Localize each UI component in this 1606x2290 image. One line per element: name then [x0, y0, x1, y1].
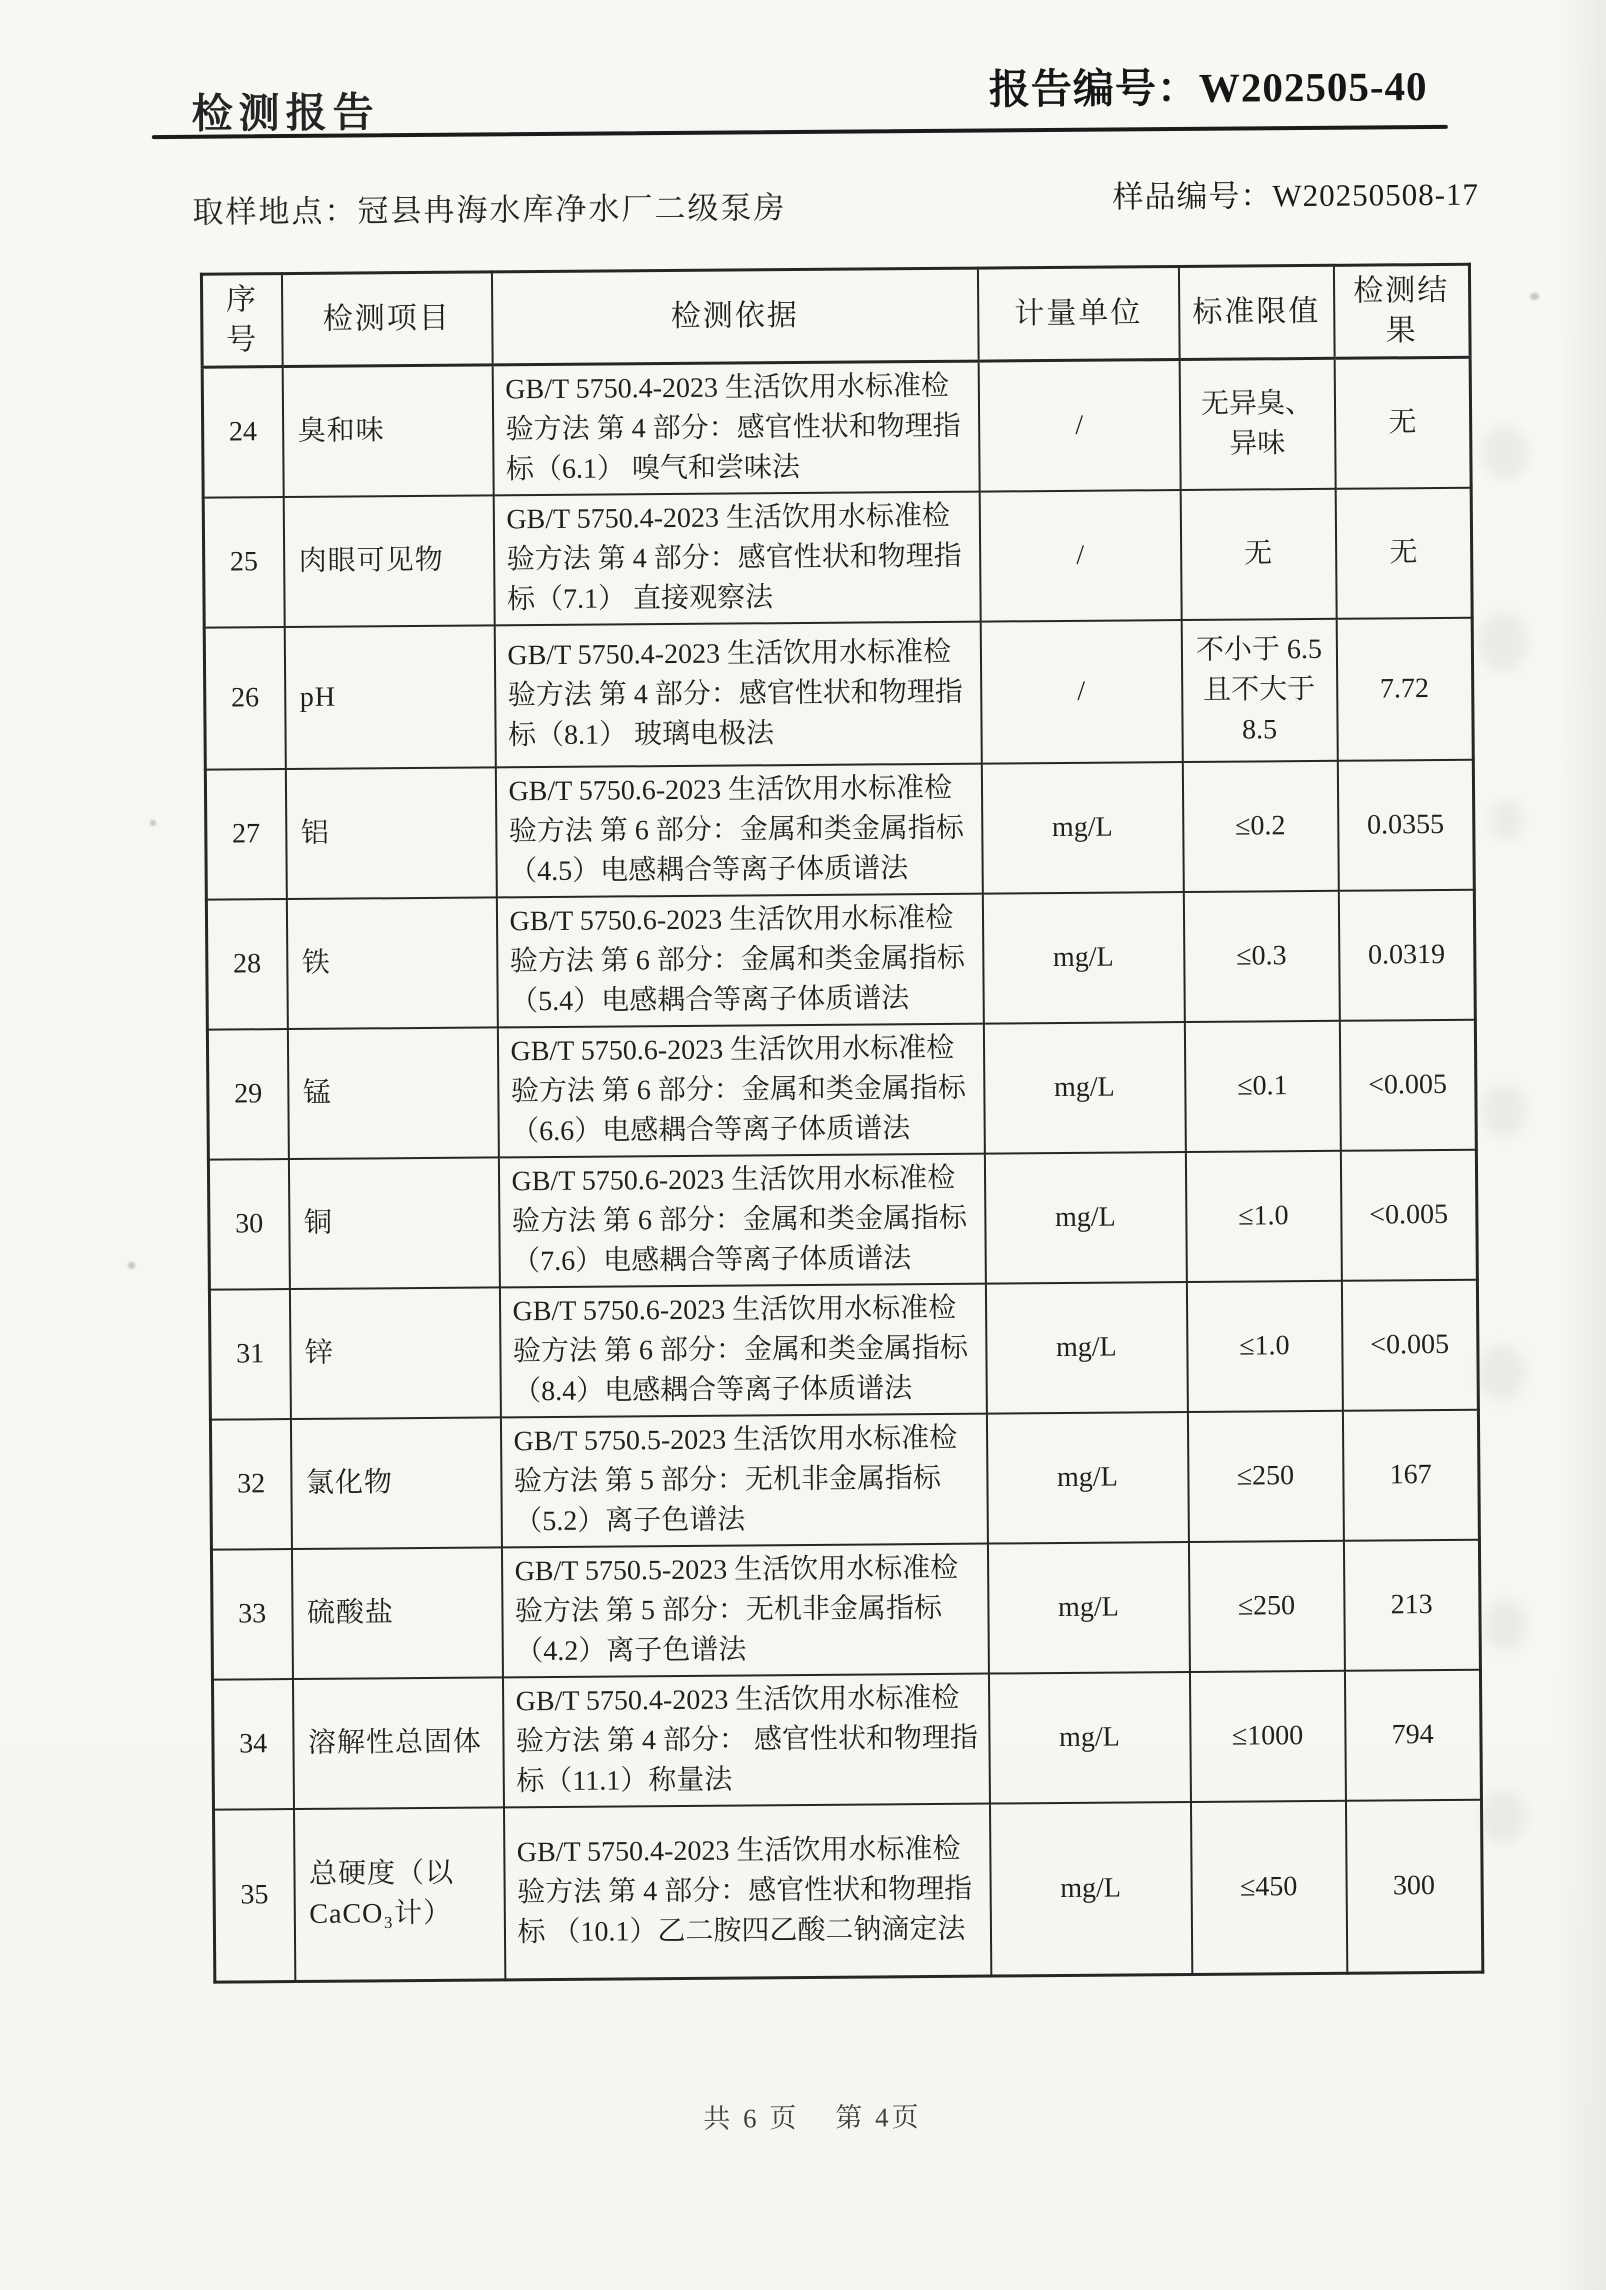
row-unit: mg/L: [986, 1412, 1188, 1544]
row-unit: mg/L: [989, 1802, 1191, 1976]
row-limit: ≤1.0: [1185, 1151, 1341, 1282]
table-row: [205, 760, 1474, 900]
footer-total-pages: 共 6 页: [703, 2103, 800, 2134]
row-method: GB/T 5750.6-2023 生活饮用水标准检验方法 第 6 部分：金属和类金属指标（5.4）电感耦合等离子体质谱法: [496, 894, 983, 1028]
table-row: [202, 357, 1471, 497]
column-header: 计量单位: [977, 267, 1179, 362]
row-result: 300: [1345, 1800, 1482, 1973]
table-row: [210, 1410, 1479, 1550]
row-limit: ≤250: [1187, 1411, 1343, 1542]
table-row: [211, 1540, 1480, 1680]
report-number-value: W202505-40: [1198, 63, 1428, 111]
table-row: [209, 1280, 1478, 1420]
page-footer: [9, 2090, 1606, 2142]
row-unit: mg/L: [983, 1022, 1185, 1154]
table-row: [212, 1670, 1481, 1810]
column-header: 检测结果: [1333, 264, 1470, 358]
row-item: 锰: [287, 1027, 498, 1159]
table-row: [206, 890, 1475, 1030]
row-limit: ≤250: [1188, 1541, 1344, 1672]
table-header-row: [201, 264, 1470, 367]
row-item: pH: [284, 625, 495, 769]
row-item: 溶解性总固体: [292, 1677, 503, 1809]
row-method: GB/T 5750.6-2023 生活饮用水标准检验方法 第 6 部分：金属和类金属指标（6.6）电感耦合等离子体质谱法: [497, 1024, 984, 1158]
row-limit: ≤0.2: [1182, 761, 1338, 892]
report-number-label: 报告编号：: [988, 64, 1200, 113]
row-limit: ≤450: [1190, 1801, 1346, 1974]
row-unit: mg/L: [988, 1672, 1190, 1804]
row-limit: ≤1000: [1189, 1671, 1345, 1802]
table-row: [208, 1150, 1477, 1290]
sampling-location: [192, 182, 786, 232]
row-limit: ≤1.0: [1186, 1281, 1342, 1412]
row-no: 27: [205, 769, 286, 900]
sampling-location-value: 冠县冉海水库净水厂二级泵房: [357, 190, 787, 229]
row-no: 28: [206, 899, 287, 1030]
report-number: [989, 53, 1428, 115]
table-body: [202, 357, 1483, 1981]
row-item: 硫酸盐: [291, 1547, 502, 1679]
row-method: GB/T 5750.4-2023 生活饮用水标准检验方法 第 4 部分：感官性状和物理指标（7.1） 直接观察法: [493, 492, 980, 626]
row-result: 167: [1342, 1410, 1479, 1541]
row-result: 无: [1335, 488, 1472, 619]
row-unit: /: [980, 620, 1182, 764]
column-header: 序号: [201, 274, 282, 368]
row-item: 锌: [289, 1287, 500, 1419]
sample-number-label: 样品编号：: [1112, 178, 1273, 215]
row-method: GB/T 5750.6-2023 生活饮用水标准检验方法 第 6 部分：金属和类金属指标（4.5）电感耦合等离子体质谱法: [495, 764, 982, 898]
row-item: 臭和味: [282, 365, 493, 497]
row-limit: 无异臭、异味: [1179, 358, 1335, 490]
row-no: 35: [214, 1809, 295, 1982]
row-result: 0.0319: [1338, 890, 1475, 1021]
row-result: 无: [1334, 357, 1471, 489]
row-unit: /: [979, 490, 1181, 622]
row-no: 29: [207, 1029, 288, 1160]
row-no: 33: [211, 1549, 292, 1680]
page-title: 检测报告: [191, 89, 380, 137]
row-no: 24: [202, 367, 283, 498]
column-header: 检测项目: [281, 272, 492, 367]
row-method: GB/T 5750.6-2023 生活饮用水标准检验方法 第 6 部分：金属和类金属指标（8.4）电感耦合等离子体质谱法: [499, 1284, 986, 1418]
row-method: GB/T 5750.4-2023 生活饮用水标准检验方法 第 4 部分：感官性状和物理指标 （10.1）乙二胺四乙酸二钠滴定法: [503, 1804, 990, 1980]
row-no: 26: [204, 627, 285, 770]
row-unit: mg/L: [982, 892, 1184, 1024]
row-method: GB/T 5750.5-2023 生活饮用水标准检验方法 第 5 部分：无机非金属指标（4.2）离子色谱法: [501, 1544, 988, 1678]
row-unit: mg/L: [981, 762, 1183, 894]
column-header: 标准限值: [1178, 265, 1334, 359]
row-no: 34: [212, 1679, 293, 1810]
row-unit: /: [978, 360, 1180, 492]
row-unit: mg/L: [985, 1282, 1187, 1414]
row-no: 25: [203, 497, 284, 628]
row-item: 氯化物: [290, 1417, 501, 1549]
row-item: 肉眼可见物: [283, 495, 494, 627]
row-result: 794: [1344, 1670, 1481, 1801]
row-result: <0.005: [1339, 1020, 1476, 1151]
results-table: [200, 263, 1484, 1983]
column-header: 检测依据: [491, 268, 978, 365]
table-row: [214, 1800, 1483, 1982]
row-limit: 不小于 6.5 且不大于 8.5: [1181, 619, 1337, 762]
row-item: 铝: [285, 767, 496, 899]
row-method: GB/T 5750.5-2023 生活饮用水标准检验方法 第 5 部分：无机非金属指标（5.2）离子色谱法: [500, 1414, 987, 1548]
row-method: GB/T 5750.4-2023 生活饮用水标准检验方法 第 4 部分： 感官性状和物理指标（11.1）称量法: [502, 1674, 989, 1808]
row-limit: 无: [1180, 489, 1336, 620]
table-row: [207, 1020, 1476, 1160]
sample-number-value: W20250508-17: [1272, 176, 1480, 214]
row-item: 总硬度（以CaCO₃计）: [293, 1807, 504, 1981]
row-method: GB/T 5750.4-2023 生活饮用水标准检验方法 第 4 部分：感官性状和物理指标（6.1） 嗅气和尝味法: [492, 361, 979, 495]
row-item: 铁: [286, 897, 497, 1029]
row-result: 7.72: [1336, 618, 1473, 761]
sample-number: [1112, 169, 1479, 217]
row-method: GB/T 5750.6-2023 生活饮用水标准检验方法 第 6 部分：金属和类金属指标（7.6）电感耦合等离子体质谱法: [498, 1154, 985, 1288]
row-result: 213: [1343, 1540, 1480, 1671]
row-limit: ≤0.1: [1184, 1021, 1340, 1152]
table-row: [204, 618, 1473, 770]
row-method: GB/T 5750.4-2023 生活饮用水标准检验方法 第 4 部分：感官性状和物理指标（8.1） 玻璃电极法: [494, 622, 981, 768]
row-result: <0.005: [1341, 1280, 1478, 1411]
footer-current-page: 第 4页: [835, 2102, 922, 2133]
table-row: [203, 488, 1472, 628]
row-result: 0.0355: [1337, 760, 1474, 891]
row-item: 铜: [288, 1157, 499, 1289]
row-result: <0.005: [1340, 1150, 1477, 1281]
row-unit: mg/L: [984, 1152, 1186, 1284]
row-unit: mg/L: [987, 1542, 1189, 1674]
row-limit: ≤0.3: [1183, 891, 1339, 1022]
sampling-location-label: 取样地点：: [192, 193, 358, 230]
row-no: 32: [210, 1419, 291, 1550]
row-no: 30: [208, 1159, 289, 1290]
row-no: 31: [209, 1289, 290, 1420]
